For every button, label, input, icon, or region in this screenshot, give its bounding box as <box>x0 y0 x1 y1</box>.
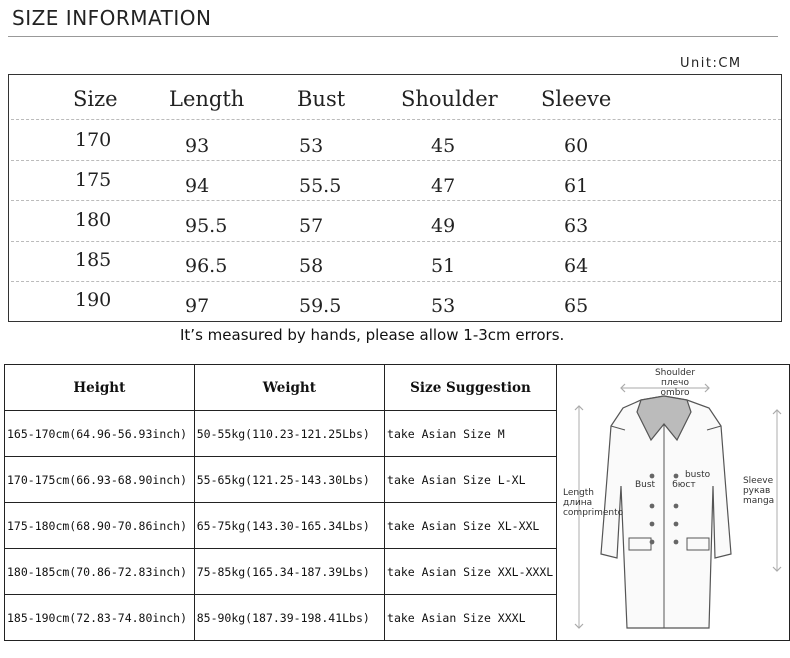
row-divider <box>11 160 781 161</box>
cell-size-suggestion: take Asian Size XL-XXL <box>385 503 557 549</box>
row-divider <box>11 281 781 282</box>
cell-size: 190 <box>75 289 112 311</box>
title-divider <box>8 36 778 37</box>
cell-weight: 55-65kg(121.25-143.30Lbs) <box>194 457 384 503</box>
cell-size: 170 <box>75 129 112 151</box>
unit-label: Unit:CM <box>680 56 742 71</box>
cell-height: 165-170cm(64.96-56.93inch) <box>5 411 195 457</box>
row-divider <box>11 200 781 201</box>
shoulder-label: Shoulder плечо ombro <box>654 367 696 398</box>
column-header-bust: Bust <box>297 87 346 111</box>
column-header-size-suggestion: Size Suggestion <box>385 365 557 411</box>
cell-sleeve: 60 <box>564 135 589 157</box>
cell-size: 180 <box>75 209 112 231</box>
cell-sleeve: 65 <box>564 295 589 317</box>
cell-shoulder: 47 <box>431 175 456 197</box>
cell-sleeve: 64 <box>564 255 589 277</box>
cell-weight: 75-85kg(165.34-187.39Lbs) <box>194 549 384 595</box>
measurement-note: It’s measured by hands, please allow 1-3cm errors. <box>180 326 565 344</box>
cell-shoulder: 51 <box>431 255 456 277</box>
column-header-length: Length <box>169 87 245 111</box>
column-header-height: Height <box>5 365 195 411</box>
coat-diagram <box>559 366 787 640</box>
measurement-row <box>9 209 781 249</box>
size-suggestion-table <box>4 364 790 641</box>
cell-sleeve: 63 <box>564 215 589 237</box>
cell-length: 97 <box>185 295 210 317</box>
cell-size: 175 <box>75 169 112 191</box>
cell-size-suggestion: take Asian Size M <box>385 411 557 457</box>
measurement-row <box>9 249 781 289</box>
cell-weight: 85-90kg(187.39-198.41Lbs) <box>194 595 384 641</box>
measurement-table <box>8 74 782 322</box>
cell-size: 185 <box>75 249 112 271</box>
cell-bust: 57 <box>299 215 324 237</box>
sleeve-label: Sleeve рукав manga <box>742 475 775 506</box>
cell-length: 94 <box>185 175 210 197</box>
cell-bust: 53 <box>299 135 324 157</box>
measurement-header-row <box>9 75 781 115</box>
cell-height: 170-175cm(66.93-68.90inch) <box>5 457 195 503</box>
row-divider <box>11 119 781 120</box>
cell-weight: 50-55kg(110.23-121.25Lbs) <box>194 411 384 457</box>
cell-bust: 55.5 <box>299 175 342 197</box>
coat-diagram-cell <box>556 365 789 641</box>
suggestion-header-row <box>5 365 790 411</box>
column-header-weight: Weight <box>194 365 384 411</box>
cell-shoulder: 45 <box>431 135 456 157</box>
measurement-row <box>9 169 781 209</box>
cell-bust: 59.5 <box>299 295 342 317</box>
measurement-row <box>9 289 781 329</box>
cell-height: 175-180cm(68.90-70.86inch) <box>5 503 195 549</box>
bust-label: busto Bust бюст <box>634 469 711 490</box>
cell-bust: 58 <box>299 255 324 277</box>
row-divider <box>11 241 781 242</box>
cell-height: 185-190cm(72.83-74.80inch) <box>5 595 195 641</box>
column-header-sleeve: Sleeve <box>541 87 612 111</box>
measurement-row <box>9 129 781 169</box>
cell-shoulder: 49 <box>431 215 456 237</box>
column-header-size: Size <box>73 87 118 111</box>
cell-size-suggestion: take Asian Size XXL-XXXL <box>385 549 557 595</box>
cell-length: 95.5 <box>185 215 228 237</box>
cell-size-suggestion: take Asian Size L-XL <box>385 457 557 503</box>
column-header-shoulder: Shoulder <box>401 87 498 111</box>
cell-sleeve: 61 <box>564 175 589 197</box>
cell-length: 93 <box>185 135 210 157</box>
cell-size-suggestion: take Asian Size XXXL <box>385 595 557 641</box>
page-title: SIZE INFORMATION <box>12 6 212 30</box>
cell-length: 96.5 <box>185 255 228 277</box>
cell-shoulder: 53 <box>431 295 456 317</box>
cell-weight: 65-75kg(143.30-165.34Lbs) <box>194 503 384 549</box>
cell-height: 180-185cm(70.86-72.83inch) <box>5 549 195 595</box>
length-label: Length длина comprimento <box>562 487 624 518</box>
